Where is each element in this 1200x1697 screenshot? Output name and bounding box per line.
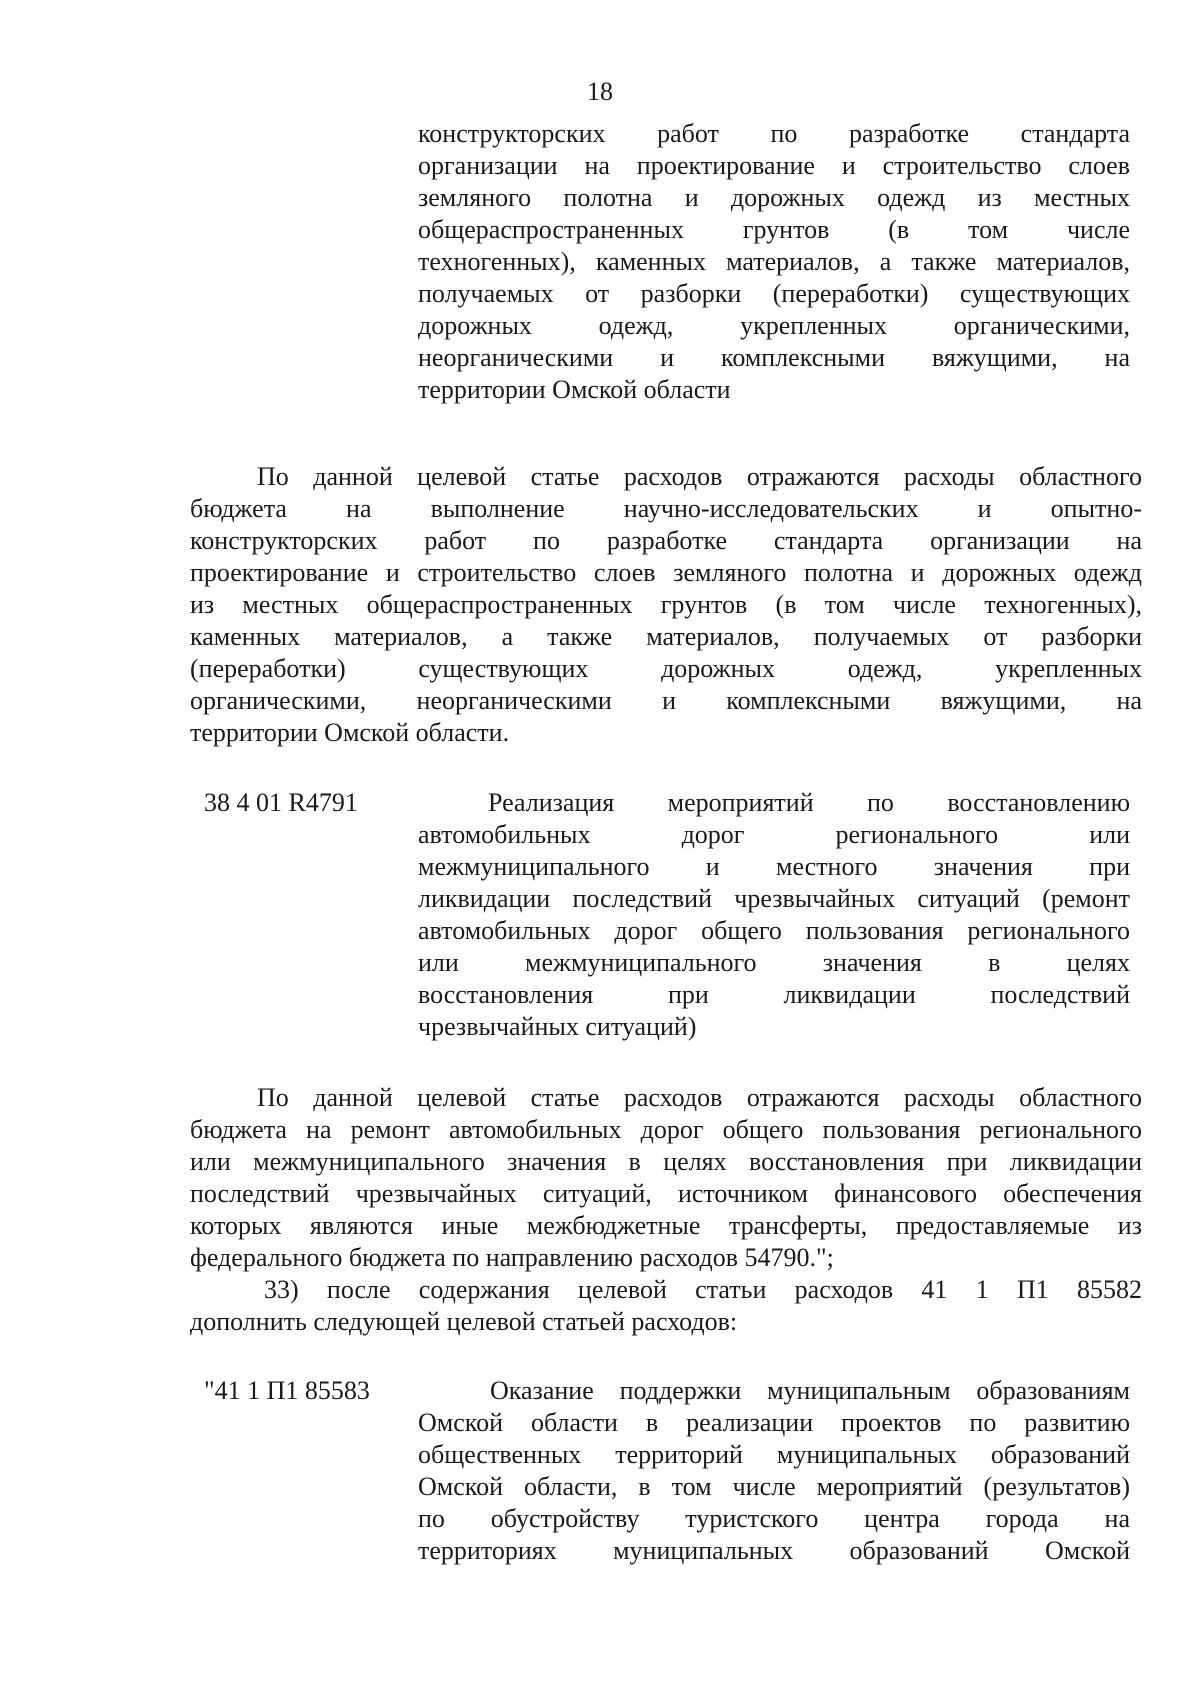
text-line: федерального бюджета по направлению расходов 54790."; — [190, 1243, 834, 1272]
text-line: По данной целевой статье расходов отражаются расходы областного — [257, 1083, 1142, 1112]
text-line: чрезвычайных ситуаций) — [418, 1012, 697, 1041]
text-line: восстановления при ликвидации последствий — [418, 980, 1130, 1009]
text-line: по обустройству туристского центра города на — [418, 1504, 1130, 1533]
text-line: автомобильных дорог общего пользования регионального — [418, 916, 1130, 945]
text-line: 33) после содержания целевой статьи расходов 41 1 П1 85582 — [264, 1275, 1142, 1304]
text-line: территории Омской области — [418, 375, 731, 404]
text-line: Реализация мероприятий по восстановлению — [488, 788, 1130, 817]
text-line: По данной целевой статье расходов отражаются расходы областного — [257, 462, 1142, 491]
text-line: техногенных), каменных материалов, а также материалов, — [418, 247, 1130, 276]
text-line: Оказание поддержки муниципальным образованиям — [490, 1376, 1130, 1405]
text-line: территории Омской области. — [190, 718, 510, 747]
expenditure-code: 38 4 01 R4791 — [204, 788, 358, 817]
text-line: или межмуниципального значения в целях — [418, 948, 1130, 977]
text-line: которых являются иные межбюджетные трансферты, предоставляемые из — [190, 1211, 1142, 1240]
text-line: бюджета на ремонт автомобильных дорог общего пользования регионального — [190, 1115, 1142, 1144]
text-line: бюджета на выполнение научно-исследовательских и опытно- — [190, 494, 1142, 523]
text-line: конструкторских работ по разработке стандарта организации на — [190, 526, 1142, 555]
text-line: ликвидации последствий чрезвычайных ситуаций (ремонт — [418, 884, 1130, 913]
text-line: или межмуниципального значения в целях восстановления при ликвидации — [190, 1147, 1142, 1176]
text-line: каменных материалов, а также материалов, получаемых от разборки — [190, 622, 1142, 651]
text-line: конструкторских работ по разработке стандарта — [418, 119, 1130, 148]
text-line: земляного полотна и дорожных одежд из местных — [418, 183, 1130, 212]
text-line: дорожных одежд, укрепленных органическими, — [418, 311, 1130, 340]
text-line: общественных территорий муниципальных образований — [418, 1440, 1130, 1469]
text-line: органическими, неорганическими и комплексными вяжущими, на — [190, 686, 1142, 715]
text-line: автомобильных дорог регионального или — [418, 820, 1130, 849]
text-line: неорганическими и комплексными вяжущими, на — [418, 343, 1130, 372]
text-line: проектирование и строительство слоев земляного полотна и дорожных одежд — [190, 558, 1142, 587]
text-line: Омской области в реализации проектов по развитию — [418, 1408, 1130, 1437]
text-line: (переработки) существующих дорожных одежд, укрепленных — [190, 654, 1142, 683]
text-line: территориях муниципальных образований Омской — [418, 1536, 1130, 1565]
text-line: общераспространенных грунтов (в том числе — [418, 215, 1130, 244]
text-line: Омской области, в том числе мероприятий (результатов) — [418, 1472, 1130, 1501]
page-number: 18 — [587, 77, 613, 106]
text-line: организации на проектирование и строительство слоев — [418, 151, 1130, 180]
text-line: дополнить следующей целевой статьей расходов: — [190, 1307, 738, 1336]
text-line: межмуниципального и местного значения при — [418, 852, 1130, 881]
expenditure-code: "41 1 П1 85583 — [204, 1376, 370, 1405]
text-line: получаемых от разборки (переработки) существующих — [418, 279, 1130, 308]
text-line: последствий чрезвычайных ситуаций, источником финансового обеспечения — [190, 1179, 1142, 1208]
text-line: из местных общераспространенных грунтов (в том числе техногенных), — [190, 590, 1142, 619]
